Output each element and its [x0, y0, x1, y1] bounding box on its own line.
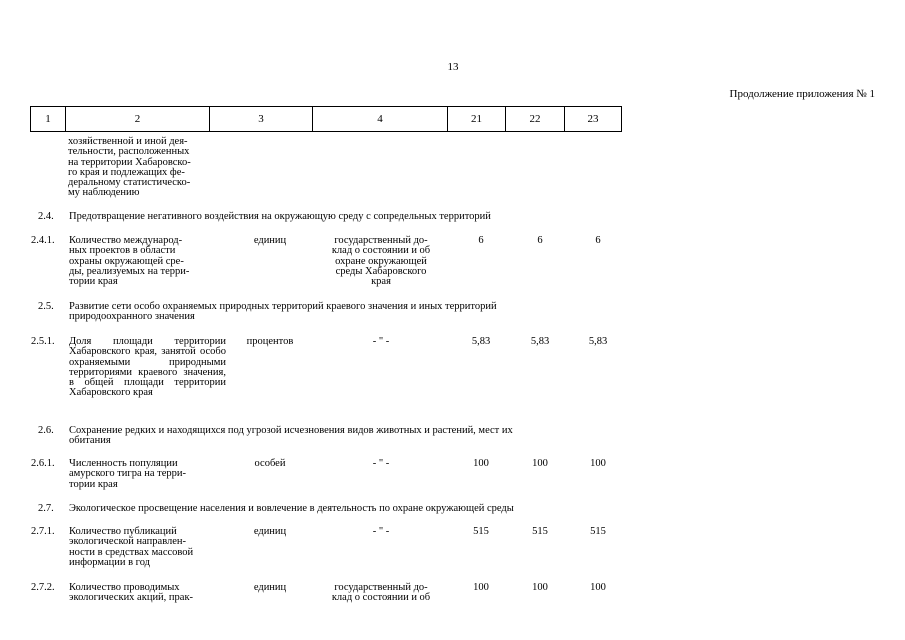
- section-number: 2.4.: [38, 211, 54, 222]
- header-cell-3: 3: [210, 107, 313, 132]
- row-value-23: 100: [590, 582, 606, 593]
- header-cell-22: 22: [506, 107, 565, 132]
- section-title: Развитие сети особо охраняемых природных территорий краевого значения и иных территорий природоохранного значения: [69, 301, 497, 323]
- row-value-22: 6: [537, 235, 543, 246]
- row-source: государственный до- клад о состоянии и об охране окружающей среды Хабаровского края: [331, 235, 431, 288]
- row-value-23: 6: [595, 235, 601, 246]
- row-indicator-name: Количество международ- ных проектов в области охраны окружающей сре- ды, реализуемых на терри- тории края: [69, 235, 190, 288]
- row-unit: особей: [254, 458, 286, 469]
- row-value-23: 5,83: [588, 336, 608, 347]
- section-title: Экологическое просвещение населения и вовлечение в деятельность по охране окружающей среды: [69, 503, 514, 514]
- table-header: [30, 106, 622, 132]
- row-value-21: 515: [473, 526, 489, 537]
- row-source: государственный до- клад о состоянии и об: [331, 582, 431, 604]
- row-value-22: 515: [532, 526, 548, 537]
- row-indicator-name: Количество проводимых экологических акций, прак-: [69, 582, 194, 604]
- row-unit: единиц: [253, 526, 287, 537]
- row-value-23: 100: [590, 458, 606, 469]
- header-cell-2: 2: [66, 107, 210, 132]
- row-number: 2.6.1.: [31, 458, 55, 469]
- header-cell-21: 21: [448, 107, 506, 132]
- row-number: 2.4.1.: [31, 235, 55, 246]
- row-value-21: 5,83: [471, 336, 491, 347]
- section-number: 2.7.: [38, 503, 54, 514]
- row-value-23: 515: [590, 526, 606, 537]
- section-title: Предотвращение негативного воздействия на окружающую среду с сопредельных территорий: [69, 211, 491, 222]
- continuation-text: хозяйственной и иной дея- тельности, расположенных на территории Хабаровско- го края и подлежащих фе- деральному статистическо- му наблюдению: [68, 136, 191, 199]
- row-indicator-name: Численность популяции амурского тигра на терри- тории края: [69, 458, 187, 490]
- row-source: - " -: [372, 336, 390, 347]
- header-cell-4: 4: [313, 107, 448, 132]
- row-indicator-name: Доля площади территории Хабаровского края, занятой особо охраняемыми природными территориями краевого значения, в общей площади территории Хабаровского края: [69, 336, 226, 399]
- header-cell-23: 23: [565, 107, 622, 132]
- row-number: 2.7.2.: [31, 582, 55, 593]
- row-source: - " -: [372, 458, 390, 469]
- row-number: 2.5.1.: [31, 336, 55, 347]
- row-value-22: 100: [532, 582, 548, 593]
- row-indicator-name: Количество публикаций экологической направлен- ности в средствах массовой информации в год: [69, 526, 194, 568]
- row-source: - " -: [372, 526, 390, 537]
- row-value-21: 6: [478, 235, 484, 246]
- row-unit: единиц: [253, 582, 287, 593]
- row-number: 2.7.1.: [31, 526, 55, 537]
- page-number: 13: [447, 61, 459, 73]
- appendix-note: Продолжение приложения № 1: [729, 88, 875, 100]
- section-number: 2.5.: [38, 301, 54, 312]
- section-number: 2.6.: [38, 425, 54, 436]
- section-title: Сохранение редких и находящихся под угрозой исчезновения видов животных и растений, мест их обитания: [69, 425, 513, 447]
- row-value-21: 100: [473, 458, 489, 469]
- row-value-22: 5,83: [530, 336, 550, 347]
- row-unit: единиц: [253, 235, 287, 246]
- row-value-22: 100: [532, 458, 548, 469]
- row-value-21: 100: [473, 582, 489, 593]
- header-cell-1: 1: [31, 107, 66, 132]
- row-unit: процентов: [246, 336, 294, 347]
